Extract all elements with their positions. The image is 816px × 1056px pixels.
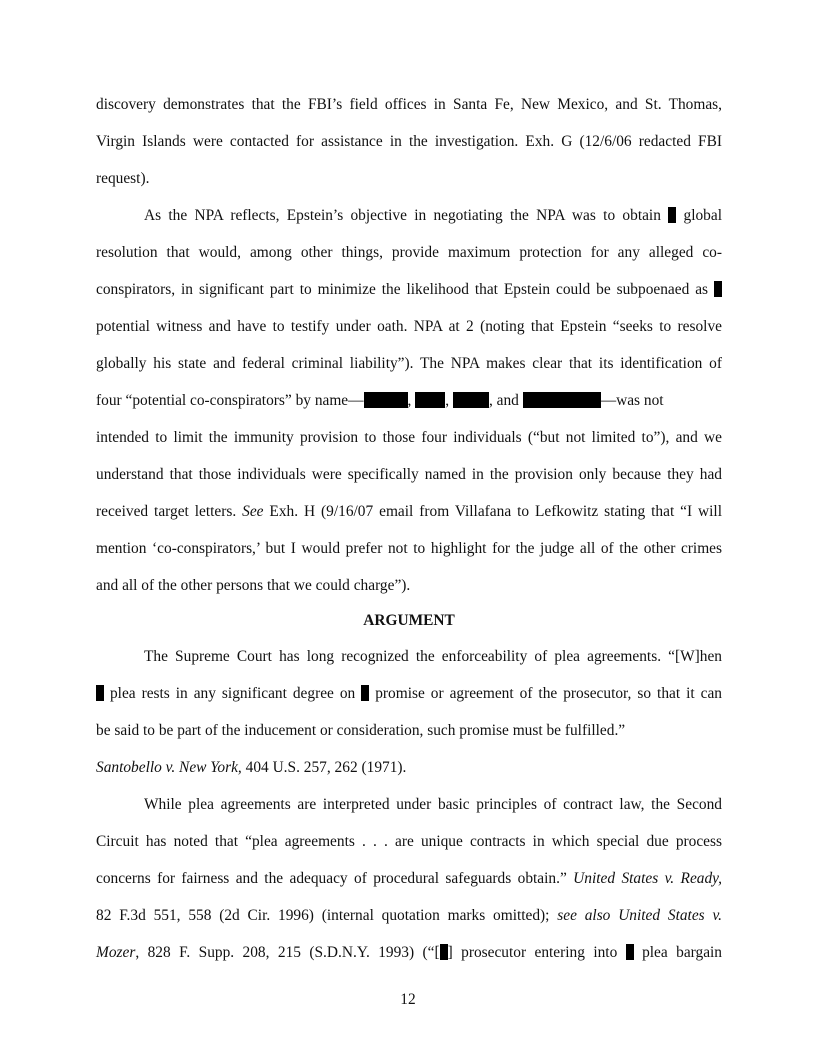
text-run: , 828 F. Supp. 208, 215 (S.D.N.Y. 1993) (“[ — [135, 944, 440, 961]
text-run: , and — [488, 392, 523, 409]
paragraph-line — [96, 942, 722, 964]
text-run: promise or agreement of the prosecutor, so that it can — [369, 685, 722, 702]
paragraph-line — [96, 390, 722, 412]
text-run: As the NPA reflects, Epstein’s objective in negotiating the NPA was to obtain — [144, 207, 661, 224]
paragraph-line — [96, 353, 722, 375]
text-run: The Supreme Court has long recognized the enforceability of plea agreements. “[W]hen — [144, 648, 722, 665]
text-run: —was not — [600, 392, 664, 409]
page-number: 12 — [400, 991, 416, 1008]
text-run: concerns for fairness and the adequacy of procedural safeguards obtain.” — [96, 870, 574, 887]
case-citation: Mozer — [96, 944, 136, 961]
paragraph-line — [96, 131, 722, 153]
paragraph-line — [96, 501, 722, 523]
text-run: be said to be part of the inducement or consideration, such promise must be fulfilled.” — [96, 722, 626, 739]
redaction-box — [440, 944, 448, 960]
redaction-box — [453, 392, 489, 408]
text-run: conspirators, in significant part to minimize the likelihood that Epstein could be subpoenaed as — [96, 281, 714, 298]
text-run: received target letters. — [96, 503, 243, 520]
text-run: resolution that would, among other things, provide maximum protection for any alleged co- — [96, 244, 722, 261]
paragraph-line — [96, 168, 722, 190]
text-run: While plea agreements are interpreted under basic principles of contract law, the Second — [144, 796, 722, 813]
paragraph-line — [96, 242, 722, 264]
section-heading — [96, 610, 722, 632]
paragraph-line — [96, 683, 722, 705]
paragraph-line — [144, 205, 722, 227]
paragraph-line — [96, 720, 722, 742]
paragraph-line — [96, 831, 722, 853]
redaction-box — [96, 685, 104, 701]
paragraph-line — [96, 427, 722, 449]
text-run: mention ‘co-conspirators,’ but I would prefer not to highlight for the judge all of the other crimes — [96, 540, 722, 557]
text-run: request). — [96, 170, 150, 187]
text-run: 82 F.3d 551, 558 (2d Cir. 1996) (internal quotation marks omitted); — [96, 907, 558, 924]
paragraph-line — [144, 794, 722, 816]
text-run: Circuit has noted that “plea agreements . . . are unique contracts in which special due process — [96, 833, 722, 850]
text-run: Exh. H (9/16/07 email from Villafana to Lefkowitz stating that “I will — [263, 503, 722, 520]
paragraph-line — [96, 464, 722, 486]
text-run: Virgin Islands were contacted for assistance in the investigation. Exh. G (12/6/06 redacted FBI — [96, 133, 722, 150]
text-run: potential witness and have to testify under oath. NPA at 2 (noting that Epstein “seeks to resolve — [96, 318, 722, 335]
text-run: discovery demonstrates that the FBI’s field offices in Santa Fe, New Mexico, and St. Thomas, — [96, 96, 722, 113]
redaction-box — [714, 281, 722, 297]
text-run: understand that those individuals were specifically named in the provision only because they had — [96, 466, 722, 483]
redaction-box — [364, 392, 408, 408]
heading-text: ARGUMENT — [363, 612, 455, 629]
paragraph-line — [96, 94, 722, 116]
text-run: , — [445, 392, 453, 409]
redaction-box — [523, 392, 601, 408]
paragraph-line — [144, 646, 722, 668]
paragraph-line — [96, 538, 722, 560]
text-run: plea bargain — [633, 944, 722, 961]
case-citation: United States v. Ready, — [573, 870, 722, 887]
paragraph-line — [96, 575, 722, 597]
text-run: global — [676, 207, 722, 224]
redaction-box — [626, 944, 634, 960]
paragraph-line — [96, 868, 722, 890]
redaction-box — [415, 392, 445, 408]
text-run: four “potential co-conspirators” by name— — [96, 392, 364, 409]
paragraph-line — [96, 757, 722, 779]
paragraph-line — [96, 279, 722, 301]
text-run: , — [407, 392, 416, 409]
text-run: 404 U.S. 257, 262 (1971). — [241, 759, 407, 776]
text-run: and all of the other persons that we could charge”). — [96, 577, 411, 594]
text-run: ] prosecutor entering into — [447, 944, 618, 961]
citation-signal: See — [242, 503, 264, 520]
case-citation: see also United States v. — [557, 907, 722, 924]
text-run: globally his state and federal criminal liability”). The NPA makes clear that its identification of — [96, 355, 722, 372]
text-run: intended to limit the immunity provision to those four individuals (“but not limited to”), and we — [96, 429, 722, 446]
text-run: plea rests in any significant degree on — [104, 685, 356, 702]
paragraph-line — [96, 316, 722, 338]
paragraph-line — [96, 905, 722, 927]
case-citation: Santobello v. New York, — [96, 759, 242, 776]
